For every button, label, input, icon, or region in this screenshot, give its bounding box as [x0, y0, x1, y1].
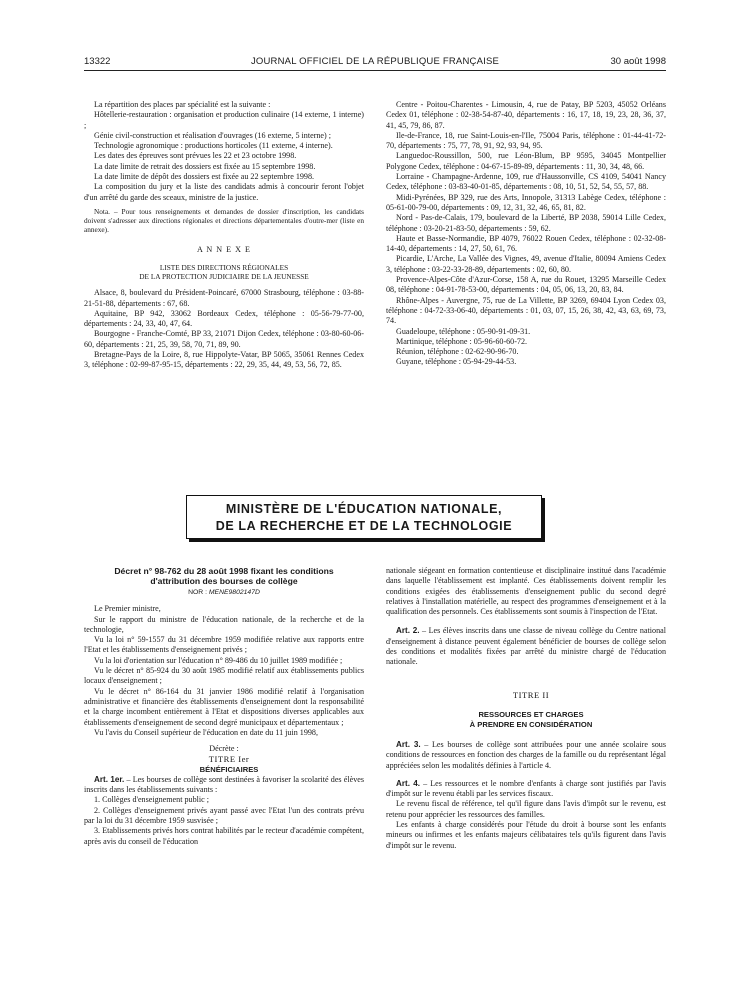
decree-right-column	[386, 566, 666, 851]
titre-2-subheading-2: À PRENDRE EN CONSIDÉRATION	[469, 719, 593, 729]
ministry-line-2: DE LA RECHERCHE ET DE LA TECHNOLOGIE	[215, 519, 513, 533]
article-3-label: Art. 3.	[396, 739, 421, 749]
top-left-column	[84, 100, 364, 371]
liste-title-line-2: DE LA PROTECTION JUDICIAIRE DE LA JEUNESSE	[139, 272, 309, 282]
journal-title: JOURNAL OFFICIEL DE LA RÉPUBLIQUE FRANÇAISE	[250, 56, 500, 67]
dom-entry: Réunion, téléphone : 02-62-90-96-70.	[396, 347, 519, 357]
article-1-item: 1. Collèges d'enseignement public ;	[94, 795, 209, 805]
paragraph: La date limite de retrait des dossiers est fixée au 15 septembre 1998.	[94, 161, 316, 171]
nor-label: NOR :	[188, 589, 209, 596]
direction-entry: Nord - Pas-de-Calais, 179, boulevard de la Liberté, BP 2038, 59014 Lille Cedex, téléphone : 03-20-21-83-50, départements : 59, 62.	[386, 213, 666, 233]
titre-1-subheading: BÉNÉFICIAIRES	[199, 764, 259, 774]
titre-1-heading: TITRE Ier	[208, 754, 250, 765]
dom-entry: Guyane, téléphone : 05-94-29-44-53.	[396, 357, 517, 367]
article-4-label: Art. 4.	[396, 778, 420, 788]
article-2-text: – Les élèves inscrits dans une classe de niveau collège du Centre national d'enseignement à distance peuvent également bénéficier de bourses de collège selon des conditions et modalités fixées par arrêté du ministre chargé de l'éducation nationale.	[386, 626, 666, 667]
paragraph: La répartition des places par spécialité est la suivante :	[94, 100, 271, 109]
article-1-label: Art. 1er.	[94, 774, 125, 784]
paragraph: La composition du jury et la liste des candidats admis à concourir feront l'objet d'un arrêté du garde des sceaux, ministre de la justice.	[84, 182, 364, 202]
decrete-label: Décrète :	[209, 744, 239, 754]
dom-entry: Martinique, téléphone : 05-96-60-60-72.	[396, 336, 528, 346]
direction-entry: Centre - Poitou-Charentes - Limousin, 4, rue de Patay, BP 5203, 45052 Orléans Cedex 01, téléphone : 02-38-54-87-40, départements : 16, 17, 18, 19, 23, 28, 36, 37, 41, 45, 79, 86, 87.	[386, 100, 666, 130]
direction-entry: Ile-de-France, 18, rue Saint-Louis-en-l'Ile, 75004 Paris, téléphone : 01-44-41-72-70, départements : 75, 77, 78, 91, 92, 93, 94, 95.	[386, 130, 666, 151]
article-2-label: Art. 2.	[396, 626, 420, 636]
ministry-line-1: MINISTÈRE DE L'ÉDUCATION NATIONALE,	[225, 502, 503, 516]
decree-title-line-1: Décret n° 98-762 du 28 août 1998 fixant les conditions	[114, 566, 334, 576]
decree-intro: Sur le rapport du ministre de l'éducation nationale, de la recherche et de la technologie,	[84, 614, 364, 634]
direction-entry: Alsace, 8, boulevard du Président-Poincaré, 67000 Strasbourg, téléphone : 03-88-21-51-88, départements : 67, 68.	[84, 288, 364, 308]
article-4	[386, 779, 666, 800]
nor-reference	[84, 588, 364, 598]
article-4-paragraph: Les enfants à charge considérés pour l'étude du droit à bourse sont les enfants mineurs ou infirmes et les enfants majeurs célibataires tels qu'ils figurent dans l'avis d'impôt sur le revenu.	[386, 820, 666, 850]
decree-intro: Le Premier ministre,	[94, 604, 161, 614]
dom-entry: Guadeloupe, téléphone : 05-90-91-09-31.	[396, 326, 531, 336]
direction-entry: Aquitaine, BP 942, 33062 Bordeaux Cedex, téléphone : 05-56-79-77-00, départements : 24, 33, 40, 47, 64.	[84, 308, 364, 329]
page-number: 13322	[84, 56, 111, 67]
article-1-text: – Les bourses de collège sont destinées à favoriser la scolarité des élèves inscrits dans les établissements suivants :	[84, 774, 364, 795]
decree-continuation: nationale siégeant en formation contentieuse et disciplinaire institué dans l'académie dans laquelle l'établissement est implanté. Ces établissements doivent remplir les conditions exigées des établissements d'enseignement public du second degré relatives à l'installation matérielle, au respect des programmes d'enseignement et à la qualification des personnels. Ces établissements sont soumis à l'inspection de l'Etat.	[386, 566, 666, 617]
direction-entry: Provence-Alpes-Côte d'Azur-Corse, 158 A, rue du Rouet, 13295 Marseille Cedex 08, téléphone : 04-91-78-53-00, départements : 04, 05, 06, 13, 20, 83, 84.	[386, 275, 666, 295]
paragraph: La date limite de dépôt des dossiers est fixée au 22 septembre 1998.	[94, 172, 315, 182]
direction-entry: Bourgogne - Franche-Comté, BP 33, 21071 Dijon Cedex, téléphone : 03-80-60-06-60, départements : 21, 25, 39, 58, 70, 71, 89, 90.	[84, 329, 364, 349]
article-1-item: 3. Etablissements privés hors contrat habilités par le recteur d'académie compétent, après avis du conseil de l'éducation	[84, 826, 364, 846]
paragraph: Les dates des épreuves sont prévues les 22 et 23 octobre 1998.	[94, 151, 297, 161]
article-1	[84, 775, 364, 796]
paragraph: Hôtellerie-restauration : organisation et production culinaire (14 externe, 1 interne) ;	[84, 110, 364, 130]
decree-intro: Vu l'avis du Conseil supérieur de l'éducation en date du 11 juin 1998,	[94, 727, 318, 737]
page-header	[84, 56, 666, 70]
direction-entry: Midi-Pyrénées, BP 329, rue des Arts, Innopole, 31313 Labège Cedex, téléphone : 05-61-00-79-00, départements : 09, 12, 31, 32, 46, 65, 81, 82.	[386, 192, 666, 212]
decree-intro: Vu le décret n° 86-164 du 31 janvier 1986 modifié relatif à l'organisation administrative et financière des établissements d'enseignement dont la responsabilité et la charge incombent entièrement à l'Etat et dispositions diverses applicables aux établissements d'enseignement de second degré municipaux et départementaux ;	[84, 686, 364, 727]
direction-entry: Lorraine - Champagne-Ardenne, 109, rue d'Haussonville, CS 4109, 54041 Nancy Cedex, téléphone : 03-83-40-01-85, départements : 08, 10, 51, 52, 54, 55, 57, 88.	[386, 172, 666, 192]
top-right-column	[386, 100, 666, 368]
decree-left-column	[84, 566, 364, 847]
liste-title-line-1: LISTE DES DIRECTIONS RÉGIONALES	[159, 262, 289, 272]
titre-2-subheading-1: RESSOURCES ET CHARGES	[478, 709, 584, 719]
titre-2-heading: TITRE II	[512, 689, 550, 700]
direction-entry: Haute et Basse-Normandie, BP 4079, 76022 Rouen Cedex, téléphone : 02-32-08-14-40, départements : 14, 27, 50, 61, 76.	[386, 233, 666, 254]
decree-title-line-2: d'attribution des bourses de collège	[150, 576, 298, 586]
direction-entry: Bretagne-Pays de la Loire, 8, rue Hippolyte-Vatar, BP 5065, 35061 Rennes Cedex 3, téléphone : 02-99-87-95-15, départements : 22, 29, 35, 44, 49, 53, 56, 72, 85.	[84, 350, 364, 370]
annexe-title: A N N E X E	[197, 244, 251, 254]
paragraph: Génie civil-construction et réalisation d'ouvrages (16 externe, 5 interne) ;	[94, 130, 331, 140]
article-3	[386, 740, 666, 771]
direction-entry: Picardie, L'Arche, La Vallée des Vignes, 49, avenue d'Italie, 80094 Amiens Cedex 3, téléphone : 03-22-33-28-89, départements : 02, 60, 80.	[386, 254, 666, 274]
article-2	[386, 626, 666, 667]
publication-date: 30 août 1998	[610, 56, 666, 67]
nor-code: MENE9802147D	[208, 589, 260, 596]
article-3-text: – Les bourses de collège sont attribuées pour une année scolaire sous conditions de ressources en fonction des charges de la famille ou du représentant légal appréciées selon les modalités définies à l'article 4.	[386, 739, 666, 770]
decree-intro: Vu le décret n° 85-924 du 30 août 1985 modifié relatif aux établissements publics locaux d'enseignement ;	[84, 666, 364, 686]
article-4-paragraph: Le revenu fiscal de référence, tel qu'il figure dans l'avis d'impôt sur le revenu, est retenu pour apprécier les ressources des familles.	[386, 799, 666, 819]
decree-intro: Vu la loi n° 59-1557 du 31 décembre 1959 modifiée relative aux rapports entre l'Etat et les établissements d'enseignement privés ;	[84, 635, 364, 655]
direction-entry: Rhône-Alpes - Auvergne, 75, rue de La Villette, BP 3269, 69404 Lyon Cedex 03, téléphone : 04-72-33-06-40, départements : 01, 03, 07, 15, 26, 38, 42, 43, 63, 69, 73, 74.	[386, 295, 666, 326]
header-rule	[84, 70, 666, 71]
direction-entry: Languedoc-Roussillon, 500, rue Léon-Blum, BP 9595, 34045 Montpellier Polygone Cedex, téléphone : 04-67-15-89-89, départements : 11, 30, 34, 48, 66.	[386, 151, 666, 171]
paragraph: Technologie agronomique : productions horticoles (11 externe, 4 interne).	[94, 141, 333, 151]
article-1-item: 2. Collèges d'enseignement privés ayant passé avec l'Etat l'un des contrats prévu par la loi du 31 décembre 1959 susvisée ;	[84, 805, 364, 825]
article-4-text: – Les ressources et le nombre d'enfants à charge sont justifiés par l'avis d'impôt sur le revenu établi par les services fiscaux.	[386, 778, 666, 799]
nota-note: Nota. – Pour tous renseignements et demandes de dossier d'inscription, les candidats doivent s'adresser aux directions régionales et directions départementales d'outre-mer (liste en annexe).	[84, 206, 364, 235]
ministry-box	[186, 495, 542, 539]
decree-intro: Vu la loi d'orientation sur l'éducation n° 89-486 du 10 juillet 1989 modifiée ;	[94, 655, 343, 665]
